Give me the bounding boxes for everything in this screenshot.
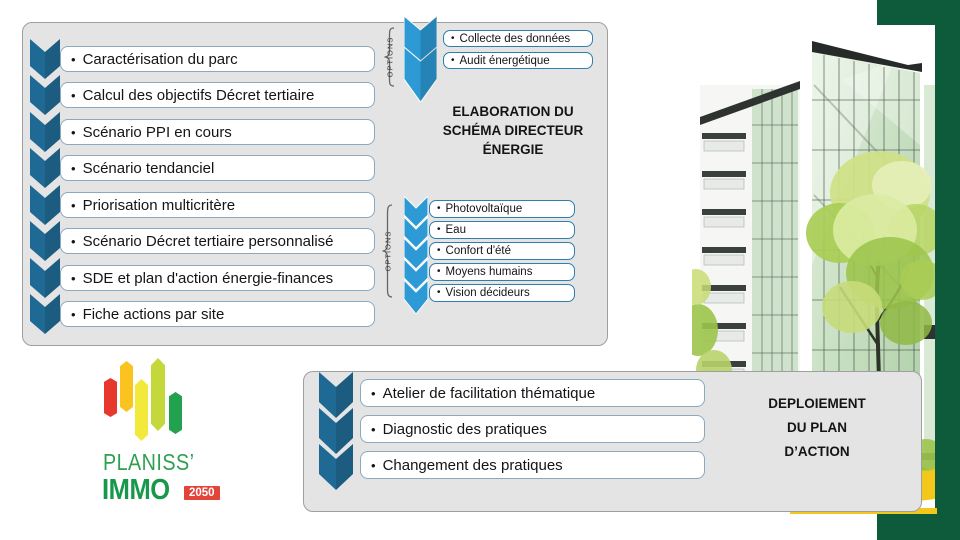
- step-label: Diagnostic des pratiques: [382, 420, 547, 438]
- step-label: Scénario Décret tertiaire personnalisé: [82, 232, 334, 250]
- title-line: ÉNERGIE: [482, 142, 544, 157]
- process-step: [360, 451, 705, 479]
- step-label: Scénario PPI en cours: [82, 123, 232, 141]
- option-item: [429, 200, 575, 218]
- option-label: Audit énergétique: [459, 54, 550, 67]
- option-item: [443, 30, 593, 47]
- title-line: DEPLOIEMENT: [768, 396, 866, 411]
- option-label: Photovoltaïque: [445, 203, 523, 215]
- logo-name-line1: PLANISS’: [103, 449, 195, 475]
- options-chevron-icon: [404, 16, 437, 102]
- process-step: [60, 192, 375, 218]
- logo-badge-2050: 2050: [184, 486, 220, 500]
- logo-bar-red: [104, 378, 117, 417]
- options-label: OPTIONS: [383, 230, 393, 272]
- step-label: Calcul des objectifs Décret tertiaire: [82, 86, 315, 104]
- logo-bar-green: [169, 392, 182, 434]
- option-item: [443, 52, 593, 69]
- option-label: Confort d'été: [445, 245, 512, 257]
- step-label: Caractérisation du parc: [82, 50, 238, 68]
- bullet: •: [71, 51, 76, 67]
- chevron-icon: [30, 112, 60, 152]
- logo-bar-amber: [120, 361, 133, 412]
- logo-bars-icon: [104, 358, 184, 444]
- option-label: Vision décideurs: [445, 287, 530, 299]
- bullet: •: [437, 203, 441, 214]
- process-step: [360, 379, 705, 407]
- logo-bar-yellowgreen: [151, 358, 165, 431]
- chevron-icon: [319, 444, 353, 490]
- option-item: [429, 284, 575, 302]
- bullet: •: [71, 197, 76, 213]
- chevron-icon: [30, 258, 60, 298]
- bullet: •: [437, 245, 441, 256]
- bullet: •: [437, 287, 441, 298]
- step-label: Scénario tendanciel: [82, 159, 215, 177]
- process-step: [60, 46, 375, 72]
- option-label: Moyens humains: [445, 266, 533, 278]
- process-step: [360, 415, 705, 443]
- chevron-icon: [30, 221, 60, 261]
- bullet: •: [371, 457, 376, 473]
- chevron-icon: [30, 75, 60, 115]
- step-label: Changement des pratiques: [382, 456, 563, 474]
- bullet: •: [71, 87, 76, 103]
- title-line: SCHÉMA DIRECTEUR: [442, 123, 584, 138]
- option-item: [429, 263, 575, 281]
- bullet: •: [71, 160, 76, 176]
- process-step: [60, 155, 375, 181]
- step-label: Priorisation multicritère: [82, 196, 236, 214]
- bullet: •: [71, 270, 76, 286]
- options-label: OPTIONS: [385, 36, 395, 78]
- bullet: •: [437, 224, 441, 235]
- bullet: •: [71, 306, 76, 322]
- bullet: •: [451, 54, 455, 66]
- option-label: Eau: [445, 224, 466, 236]
- process-step: [60, 301, 375, 327]
- chevron-icon: [30, 39, 60, 79]
- step-label: SDE et plan d'action énergie-finances: [82, 269, 334, 287]
- bullet: •: [371, 385, 376, 401]
- process-step: [60, 82, 375, 108]
- step-label: Atelier de facilitation thématique: [382, 384, 596, 402]
- title-line: ELABORATION DU: [452, 104, 574, 119]
- process-step: [60, 119, 375, 145]
- chevron-icon: [30, 185, 60, 225]
- step-label: Fiche actions par site: [82, 305, 225, 323]
- elaboration-title: [418, 102, 608, 159]
- title-line: D’ACTION: [784, 444, 850, 459]
- bullet: •: [71, 124, 76, 140]
- bullet: •: [71, 233, 76, 249]
- process-step: [60, 228, 375, 254]
- bullet: •: [437, 266, 441, 277]
- option-item: [429, 242, 575, 260]
- option-item: [429, 221, 575, 239]
- title-line: DU PLAN: [787, 420, 847, 435]
- bullet: •: [451, 32, 455, 44]
- options-chevron-icon: [404, 196, 428, 314]
- chevron-icon: [30, 294, 60, 334]
- process-step: [60, 265, 375, 291]
- deploiement-title: [733, 392, 901, 464]
- logo-name-line2: IMMO: [102, 474, 170, 506]
- logo-bar-yellow: [135, 379, 148, 441]
- bullet: •: [371, 421, 376, 437]
- chevron-icon: [30, 148, 60, 188]
- option-label: Collecte des données: [459, 32, 571, 45]
